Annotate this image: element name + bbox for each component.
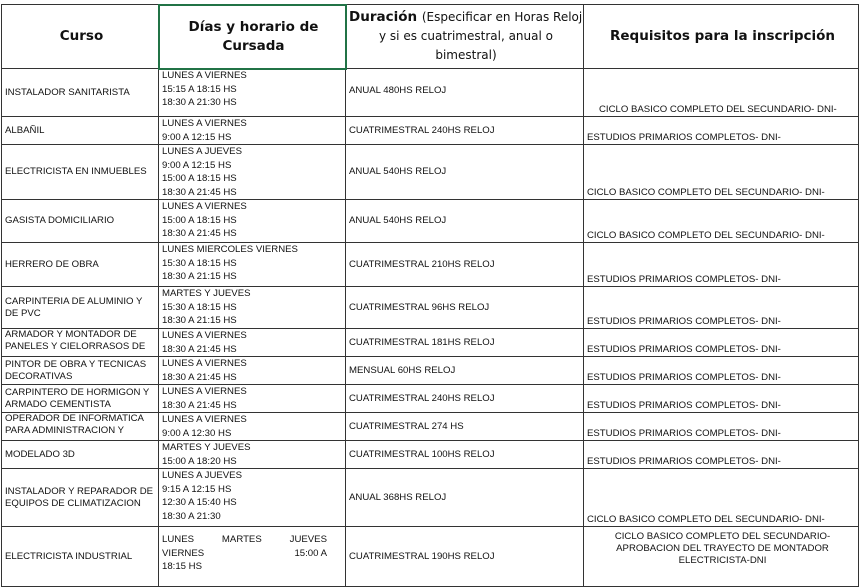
requirements-cell[interactable] [584, 527, 859, 587]
schedule-word: VIERNES [162, 547, 205, 559]
header-duracion-sub-3: bimestral) [435, 48, 497, 62]
schedule-line: 15:15 A 18:15 HS [162, 83, 237, 95]
course-name[interactable]: ELECTRICISTA INDUSTRIAL [2, 527, 159, 587]
schedule-cell[interactable] [159, 69, 346, 117]
duration-cell[interactable]: ANUAL 480HS RELOJ [346, 69, 584, 117]
header-duracion-sub-1: (Especificar en Horas Reloj [421, 10, 583, 24]
requirements-cell[interactable]: ESTUDIOS PRIMARIOS COMPLETOS- DNI- [584, 413, 859, 441]
requirements-cell[interactable]: CICLO BASICO COMPLETO DEL SECUNDARIO- DNI- [584, 69, 859, 117]
schedule-cell[interactable] [159, 527, 346, 587]
schedule-line: LUNES A VIERNES [162, 118, 247, 129]
schedule-line: 15:00 A 18:20 HS [162, 455, 237, 467]
header-duracion-sub-2: y si es cuatrimestral, anual o [379, 29, 553, 43]
table-row [2, 145, 859, 200]
table-row [2, 441, 859, 469]
schedule-line: 15:00 A 18:15 HS [162, 214, 237, 226]
course-name[interactable]: OPERADOR DE INFORMATICA PARA ADMINISTRACION Y [2, 413, 159, 441]
course-name[interactable]: INSTALADOR Y REPARADOR DE EQUIPOS DE CLIMATIZACION [2, 469, 159, 527]
duration-cell[interactable]: CUATRIMESTRAL 181HS RELOJ [346, 329, 584, 357]
requirements-cell[interactable]: ESTUDIOS PRIMARIOS COMPLETOS- DNI- [584, 287, 859, 329]
course-name[interactable]: HERRERO DE OBRA [2, 243, 159, 287]
schedule-line: LUNES A VIERNES [162, 201, 247, 212]
table-row [2, 200, 859, 243]
duration-cell[interactable]: ANUAL 540HS RELOJ [346, 200, 584, 243]
course-name[interactable]: CARPINTERIA DE ALUMINIO Y DE PVC [2, 287, 159, 329]
header-duracion[interactable] [346, 5, 584, 69]
schedule-line: LUNES A VIERNES [162, 70, 247, 81]
table-row [2, 527, 859, 587]
schedule-cell[interactable] [159, 243, 346, 287]
schedule-cell[interactable] [159, 469, 346, 527]
duration-cell[interactable]: ANUAL 368HS RELOJ [346, 469, 584, 527]
courses-table [1, 4, 859, 587]
schedule-line: 18:30 A 21:45 HS [162, 228, 237, 239]
table-row [2, 117, 859, 145]
schedule-line: 15:30 A 18:15 HS [162, 257, 237, 269]
table-row [2, 385, 859, 413]
schedule-line [162, 533, 345, 547]
schedule-cell[interactable] [159, 441, 346, 469]
course-name[interactable]: INSTALADOR SANITARISTA [2, 69, 159, 117]
schedule-cell[interactable] [159, 413, 346, 441]
schedule-line: 12:30 A 15:40 HS [162, 497, 237, 508]
table-row [2, 469, 859, 527]
header-duracion-title: Duración [349, 9, 418, 25]
schedule-cell[interactable] [159, 200, 346, 243]
schedule-cell[interactable] [159, 357, 346, 385]
schedule-line: 9:00 A 12:15 HS [162, 159, 232, 171]
schedule-line: LUNES A VIERNES [162, 330, 247, 341]
schedule-line: 9:00 A 12:15 HS [162, 131, 232, 143]
table-row [2, 69, 859, 117]
requirements-cell[interactable]: CICLO BASICO COMPLETO DEL SECUNDARIO- DNI- [584, 469, 859, 527]
schedule-cell[interactable] [159, 117, 346, 145]
schedule-line: 18:30 A 21:15 HS [162, 315, 237, 326]
schedule-word: MARTES [221, 534, 262, 545]
schedule-line: 18:30 A 21:45 HS [162, 186, 237, 198]
schedule-cell[interactable] [159, 329, 346, 357]
schedule-word: LUNES [162, 534, 194, 545]
header-requisitos[interactable]: Requisitos para la inscripción [584, 5, 859, 69]
requirements-line: ELECTRICISTA-DNI [678, 555, 767, 566]
schedule-line: 9:00 A 12:30 HS [162, 427, 232, 439]
table-row [2, 243, 859, 287]
schedule-line: 18:30 A 21:45 HS [162, 343, 237, 355]
schedule-word: 15:00 A [294, 547, 327, 559]
course-name[interactable]: ALBAÑIL [2, 117, 159, 145]
duration-cell[interactable]: CUATRIMESTRAL 190HS RELOJ [346, 527, 584, 587]
schedule-line: LUNES A JUEVES [162, 146, 242, 157]
requirements-line: APROBACION DEL TRAYECTO DE MONTADOR [616, 543, 829, 554]
schedule-line: 15:30 A 18:15 HS [162, 301, 237, 313]
requirements-cell[interactable]: ESTUDIOS PRIMARIOS COMPLETOS- DNI- [584, 117, 859, 145]
schedule-line: 18:30 A 21:30 [162, 510, 221, 522]
schedule-line: 18:30 A 21:45 HS [162, 371, 237, 383]
requirements-cell[interactable]: ESTUDIOS PRIMARIOS COMPLETOS- DNI- [584, 243, 859, 287]
requirements-cell[interactable]: CICLO BASICO COMPLETO DEL SECUNDARIO- DNI- [584, 200, 859, 243]
schedule-cell[interactable] [159, 287, 346, 329]
schedule-cell[interactable] [159, 385, 346, 413]
header-curso[interactable]: Curso [2, 5, 159, 69]
course-name[interactable]: PINTOR DE OBRA Y TECNICAS DECORATIVAS [2, 357, 159, 385]
duration-cell[interactable]: CUATRIMESTRAL 274 HS [346, 413, 584, 441]
duration-cell[interactable]: CUATRIMESTRAL 96HS RELOJ [346, 287, 584, 329]
schedule-line: LUNES MIERCOLES VIERNES [162, 244, 298, 255]
duration-cell[interactable]: ANUAL 540HS RELOJ [346, 145, 584, 200]
header-row [2, 5, 859, 69]
course-name[interactable]: ELECTRICISTA EN INMUEBLES [2, 145, 159, 200]
table-row [2, 287, 859, 329]
requirements-cell[interactable]: ESTUDIOS PRIMARIOS COMPLETOS- DNI- [584, 385, 859, 413]
course-name[interactable]: CARPINTERO DE HORMIGON Y ARMADO CEMENTISTA [2, 385, 159, 413]
requirements-cell[interactable]: ESTUDIOS PRIMARIOS COMPLETOS- DNI- [584, 357, 859, 385]
schedule-line [162, 547, 345, 561]
schedule-line: 18:15 HS [162, 561, 203, 572]
duration-cell[interactable]: CUATRIMESTRAL 240HS RELOJ [346, 117, 584, 145]
course-name[interactable]: ARMADOR Y MONTADOR DE PANELES Y CIELORRASOS DE [2, 329, 159, 357]
schedule-line: LUNES A VIERNES [162, 358, 247, 369]
duration-cell[interactable]: CUATRIMESTRAL 240HS RELOJ [346, 385, 584, 413]
schedule-line: MARTES Y JUEVES [162, 288, 251, 299]
schedule-line: 9:15 A 12:15 HS [162, 483, 232, 495]
requirements-line: CICLO BASICO COMPLETO DEL SECUNDARIO- [614, 531, 831, 542]
course-name[interactable]: GASISTA DOMICILIARIO [2, 200, 159, 243]
course-name[interactable]: MODELADO 3D [2, 441, 159, 469]
requirements-cell[interactable]: ESTUDIOS PRIMARIOS COMPLETOS- DNI- [584, 329, 859, 357]
schedule-line: MARTES Y JUEVES [162, 442, 251, 453]
requirements-cell[interactable]: ESTUDIOS PRIMARIOS COMPLETOS- DNI- [584, 441, 859, 469]
schedule-cell[interactable] [159, 145, 346, 200]
schedule-line: 18:30 A 21:45 HS [162, 399, 237, 411]
table-row [2, 329, 859, 357]
header-dias-horario[interactable]: Días y horario de Cursada [159, 5, 346, 69]
table-row [2, 413, 859, 441]
duration-cell[interactable]: CUATRIMESTRAL 100HS RELOJ [346, 441, 584, 469]
duration-cell[interactable]: CUATRIMESTRAL 210HS RELOJ [346, 243, 584, 287]
duration-cell[interactable]: MENSUAL 60HS RELOJ [346, 357, 584, 385]
schedule-word: JUEVES [289, 534, 327, 545]
schedule-line: 15:00 A 18:15 HS [162, 173, 237, 184]
requirements-cell[interactable]: CICLO BASICO COMPLETO DEL SECUNDARIO- DNI- [584, 145, 859, 200]
schedule-line: LUNES A JUEVES [162, 470, 242, 481]
schedule-line: 18:30 A 21:15 HS [162, 271, 237, 282]
schedule-line: 18:30 A 21:30 HS [162, 97, 237, 108]
schedule-line: LUNES A VIERNES [162, 386, 247, 397]
table-row [2, 357, 859, 385]
schedule-line: LUNES A VIERNES [162, 414, 247, 425]
